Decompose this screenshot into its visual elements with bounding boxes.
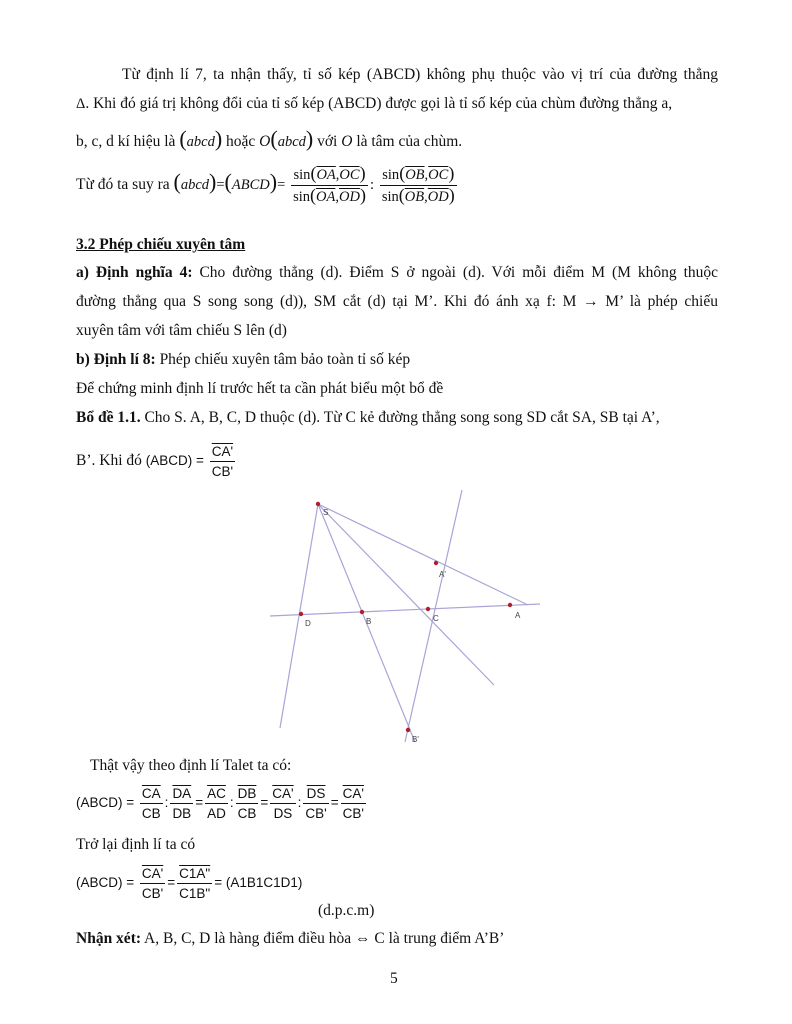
back-lhs: (ABCD) = — [76, 875, 135, 891]
point-A1 — [434, 561, 438, 565]
lemma-line1 — [76, 409, 718, 427]
line-SC — [318, 504, 494, 685]
def4-label: a) Định nghĩa 4: — [76, 264, 193, 281]
point-A — [508, 603, 512, 607]
def4-line1 — [76, 264, 718, 282]
remark-label: Nhận xét: — [76, 930, 142, 947]
label-C: C — [433, 614, 439, 623]
formula1-frac-1: $\frac{\sin(\overline{OA},\overline{OC})}{\sin(\overline{OA},\overline{OD})}$ — [293, 163, 366, 205]
lemma-lhs: (ABCD) = — [145, 453, 204, 469]
point-B1 — [406, 728, 410, 732]
section-heading: 3.2 Phép chiếu xuyên tâm — [76, 236, 246, 253]
remark-text: A, B, C, D là hàng điểm điều hòa ⇔ C là trung điểm A’B’ — [144, 930, 505, 947]
lemma-line2-text: B’. Khi đó — [76, 452, 142, 470]
geometry-figure — [260, 490, 550, 750]
para1-line2-text: . Khi đó giá trị không đổi của tỉ số kép (ABCD) được gọi là tỉ số kép của chùm đường thẳng a, — [85, 95, 673, 112]
point-D — [299, 612, 303, 616]
line-SA — [318, 504, 528, 605]
lemma-label: Bổ đề 1.1. — [76, 409, 141, 426]
back-formula: (ABCD) = $\frac{CA'}{CB'}$ = $\frac{C1A"}{C1B"}$ = (A1B1C1D1) — [76, 866, 303, 901]
thm8-label: b) Định lí 8: — [76, 351, 156, 368]
talet-intro: Thật vậy theo định lí Talet ta có: — [90, 757, 292, 774]
hoac-text: hoặc — [226, 133, 256, 150]
para1-line3: b, c, d kí hiệu là (abcd) hoặc O(abcd) với O là tâm của chùm. — [76, 126, 463, 151]
label-S: S — [323, 508, 329, 517]
para1-line2 — [76, 95, 718, 113]
back-intro: Trở lại định lí ta có — [76, 836, 196, 853]
def4-line3: xuyên tâm với tâm chiếu S lên (d) — [76, 322, 287, 339]
talet-lhs: (ABCD) = — [76, 795, 135, 811]
line-d — [270, 604, 540, 616]
formula1-abcd: abcd — [180, 177, 210, 194]
para1-line3-b: là tâm của chùm. — [356, 133, 463, 150]
point-C — [426, 607, 430, 611]
formula1-ABCD: ABCD — [231, 177, 270, 194]
lemma-line1-text: Cho S. A, B, C, D thuộc (d). Từ C kẻ đường thẳng song song SD cắt SA, SB tại A’, — [144, 409, 660, 426]
label-D: D — [305, 619, 311, 628]
voi-text: với — [317, 133, 338, 150]
label-A1: A' — [439, 570, 446, 579]
abcd-notation-2: abcd — [277, 134, 306, 150]
point-S — [316, 502, 320, 506]
para1-line3-a: b, c, d kí hiệu là — [76, 133, 176, 150]
formula1-frac-2: $\frac{\sin(\overline{OB},\overline{OC})}{\sin(\overline{OB},\overline{OD})}$ — [381, 163, 455, 205]
back-rhs: = (A1B1C1D1) — [214, 875, 303, 891]
lemma-frac: $\frac{CA'}{CB'}$ — [211, 444, 234, 479]
lemma-line2 — [76, 442, 237, 481]
page-number: 5 — [390, 970, 398, 987]
para1-line1: Từ định lí 7, ta nhận thấy, tỉ số kép (ABCD) không phụ thuộc vào vị trí của đường thẳng — [122, 66, 718, 83]
thm8-proof-intro: Để chứng minh định lí trước hết ta cần phát biểu một bổ đề — [76, 380, 444, 397]
label-B1: B' — [412, 735, 419, 744]
delta-symbol: Δ — [76, 96, 86, 112]
label-B: B — [366, 617, 372, 626]
remark-line — [76, 930, 504, 948]
thm8-line — [76, 351, 410, 369]
abcd-notation: abcd — [186, 134, 215, 150]
point-B — [360, 610, 364, 614]
qed: (d.p.c.m) — [318, 902, 375, 919]
formula-cross-ratio-sin: Từ đó ta suy ra (abcd)=(ABCD)= $\frac{\sin(\overline{OA},\overline{OC})}{\sin(\overline{OA},\overline{OD})}$ : $\frac{\sin(\overline{OB},\overline{OC})}{\sin(\overline{OB},\overline{OD})}$ — [76, 163, 455, 205]
label-A: A — [515, 611, 521, 620]
formula1-intro: Từ đó ta suy ra — [76, 176, 170, 194]
def4-line1-text: Cho đường thẳng (d). Điểm S ở ngoài (d). Với mỗi điểm M (M không thuộc — [199, 264, 719, 281]
O-symbol: O — [259, 133, 271, 150]
def4-line2: đường thẳng qua S song song (d)), SM cắt (d) tại M’. Khi đó ánh xạ f: M → M’ là phép chiếu — [76, 293, 718, 310]
O-symbol-2: O — [341, 133, 353, 150]
line-SD — [280, 504, 318, 728]
thm8-text: Phép chiếu xuyên tâm bảo toàn tỉ số kép — [159, 351, 411, 368]
talet-formula: (ABCD) = $\frac{\overline{CA}}{CB}$ : $\frac{\overline{DA}}{DB}$ = $\frac{\overline{AC}}{AD}$ : $\frac{\overline{DB}}{CB}$ = $\frac{CA'}{DS}$ : $\frac{\overline{DS}}{CB'}$ = $\frac{CA'}{CB'}$ — [76, 786, 364, 821]
